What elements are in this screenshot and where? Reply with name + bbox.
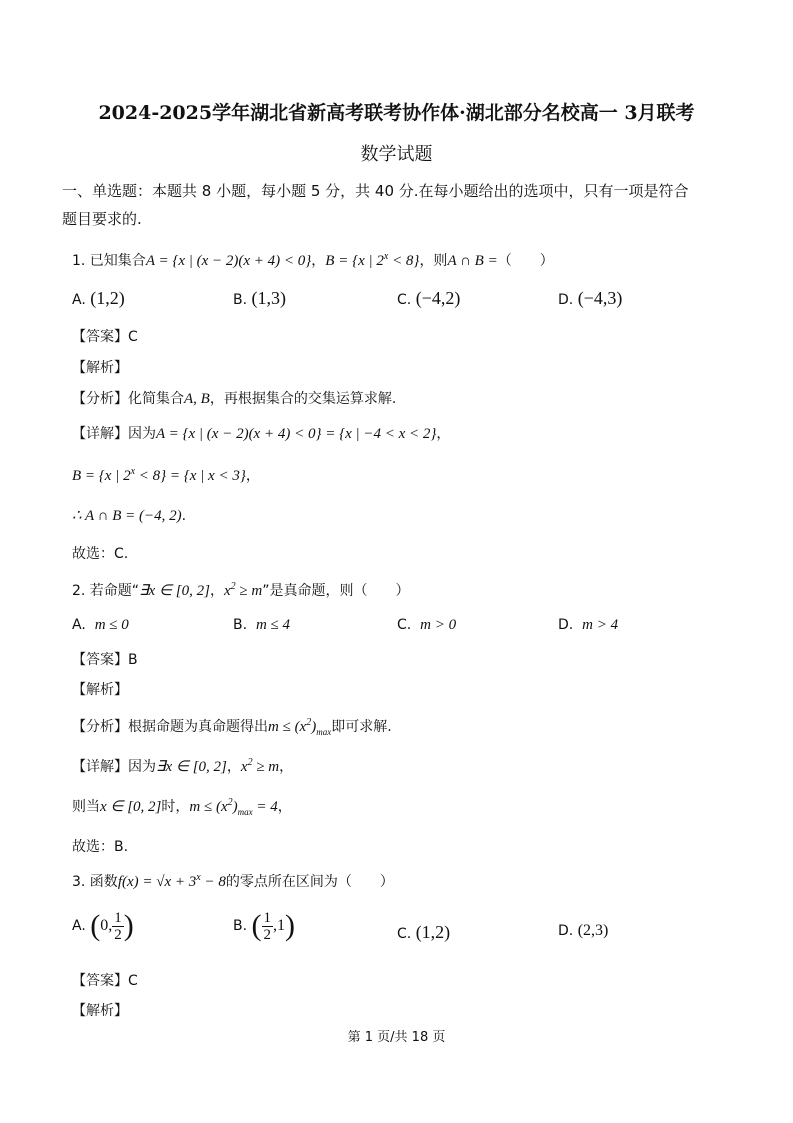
q2-option-c: C. m > 0 — [397, 617, 457, 633]
q2-option-b: B. m ≤ 4 — [233, 617, 291, 633]
q1-line-c: ∴ A ∩ B = (−4, 2). — [72, 508, 187, 524]
q2-answer: 【答案】B — [72, 652, 138, 668]
q2-option-d: D. m > 4 — [558, 617, 619, 633]
q1-choose: 故选：C. — [72, 546, 129, 562]
q2-choose: 故选：B. — [72, 839, 129, 855]
q3-option-d: D. (2,3) — [558, 922, 609, 939]
doc-title-line1: 2024-2025学年湖北省新高考联考协作体·湖北部分名校高一 3月联考 — [98, 102, 695, 124]
q1-option-d: D. (−4,3) — [558, 288, 623, 308]
q3-stem: 3. 函数$f(x) = √x + 3^x - 8$的零点所在区间为（ ） — [72, 872, 394, 890]
q2-analysis-tag: 【解析】 — [72, 682, 128, 698]
q1-stem — [72, 250, 554, 270]
q2-stem: 2. 若命题“∃x ∈ [0, 2]，$x^2 \ge m$”是真命题，则（ ） — [72, 581, 410, 599]
q1-stem-mid: ，则 — [419, 253, 448, 269]
q1-option-b: B. (1,3) — [233, 288, 287, 308]
q1-stem-end: （ ） — [497, 253, 554, 269]
q1-xiangjie: 【详解】因为A = {x | (x − 2)(x + 4) < 0} = {x | −4 < x < 2}， — [72, 426, 451, 442]
doc-title-line2: 数学试题 — [360, 144, 433, 165]
q1-answer: 【答案】C — [72, 329, 138, 345]
q1-stem-prefix: 1. 已知集合 — [72, 253, 146, 269]
q1-option-c: C. (−4,2) — [397, 288, 461, 308]
q1-analysis-tag: 【解析】 — [72, 360, 128, 376]
q1-ask: A ∩ B = — [447, 253, 498, 269]
page-footer: 第 1 页/共 18 页 — [347, 1030, 446, 1045]
q1-fenxi: 【分析】化简集合A, B，再根据集合的交集运算求解. — [72, 391, 397, 407]
section-heading-line2: 题目要求的. — [62, 210, 142, 228]
section-heading-line1: 一、单选题：本题共 8 小题，每小题 5 分，共 40 分.在每小题给出的选项中，只有一项是符合 — [62, 182, 689, 200]
q2-xiangjie: 【详解】因为∃x ∈ [0, 2]，$x^2 \ge m$， — [72, 757, 294, 775]
q2-fenxi: 【分析】根据命题为真命题得出$m \le (x^2)_{max}$即可求解. — [72, 717, 392, 737]
q3-option-a: A. (0, $\frac{1}{2}$ ) — [72, 909, 134, 943]
q1-set-a: A = {x | (x − 2)(x + 4) < 0} — [145, 253, 312, 269]
q3-option-c: C. (1,2) — [397, 922, 451, 942]
q1-sep: ， — [311, 253, 326, 269]
q1-line-b: B = {x | $2^x < 8\} = \{x$ | x < 3}， — [72, 466, 260, 484]
q1-option-a: A. (1,2) — [72, 288, 125, 308]
q3-option-b: B. ( $\frac{1}{2}$ ,1) — [233, 909, 296, 943]
q1-set-b: B = {x | $2^x < 8$} — [325, 251, 420, 269]
q3-analysis-tag: 【解析】 — [72, 1003, 128, 1019]
q2-line-b: 则当x ∈ [0, 2]时，$m \le (x^2)_{max} = 4$， — [72, 797, 292, 817]
q3-answer: 【答案】C — [72, 973, 138, 989]
q2-option-a: A. m ≤ 0 — [72, 617, 129, 633]
